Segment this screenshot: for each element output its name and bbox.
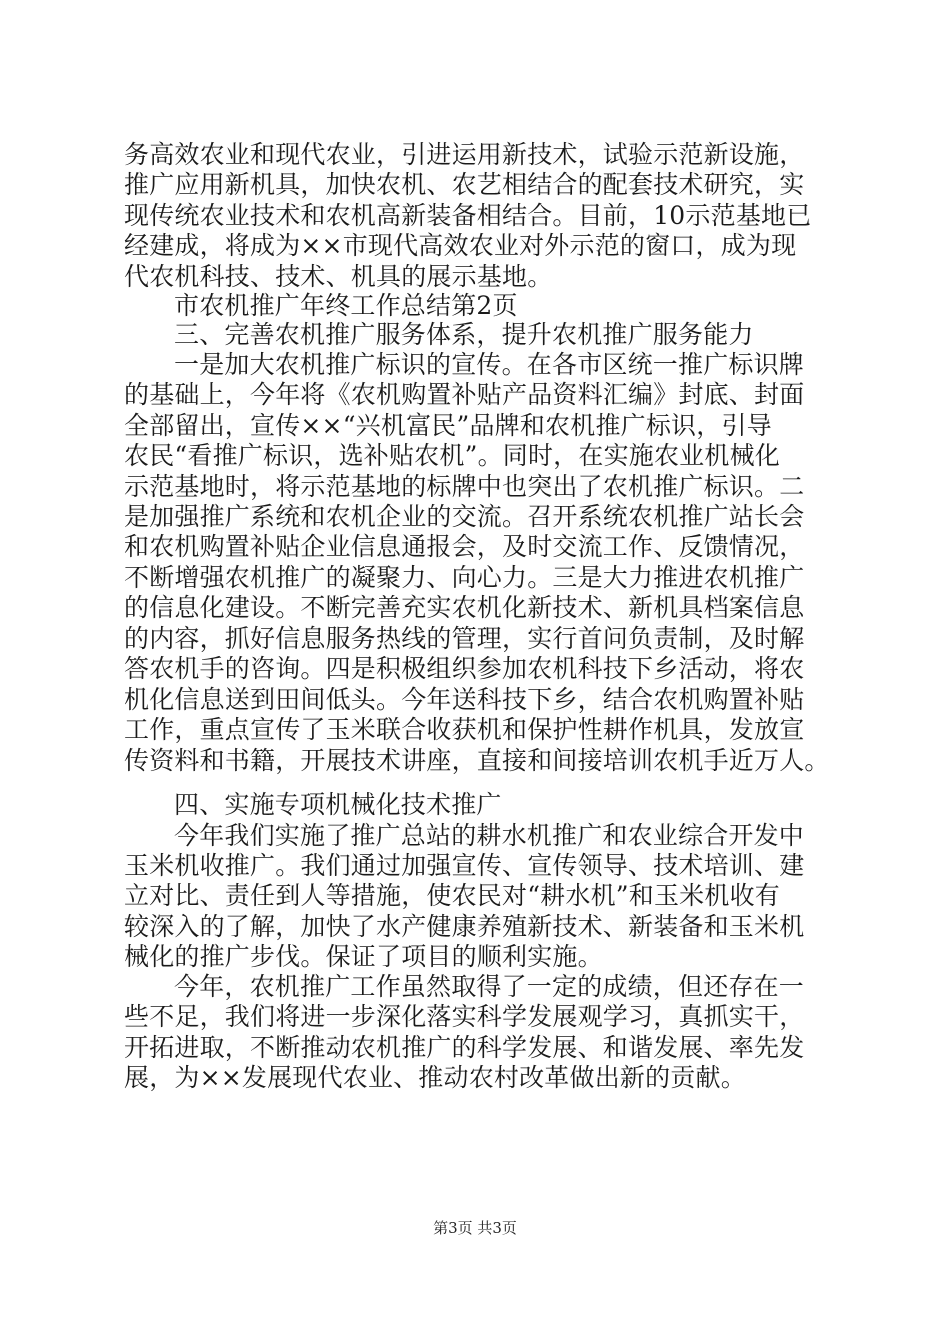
paragraph-line: 机化信息送到田间低头。今年送科技下乡，结合农机购置补贴 xyxy=(124,684,805,714)
paragraph-line: 答农机手的咨询。四是积极组织参加农机科技下乡活动，将农 xyxy=(124,654,805,684)
page-marker: 市农机推广年终工作总结第2页 xyxy=(174,290,518,320)
paragraph-line: 推广应用新机具，加快农机、农艺相结合的配套技术研究，实 xyxy=(124,170,805,200)
paragraph-line: 些不足，我们将进一步深化落实科学发展观学习，真抓实干， xyxy=(124,1002,805,1032)
paragraph-line: 是加强推广系统和农机企业的交流。召开系统农机推广站长会 xyxy=(124,502,805,532)
paragraph-line: 今年我们实施了推广总站的耕水机推广和农业综合开发中 xyxy=(174,820,805,850)
paragraph-line: 今年，农机推广工作虽然取得了一定的成绩，但还存在一 xyxy=(174,971,805,1001)
paragraph-line: 展，为××发展现代农业、推动农村改革做出新的贡献。 xyxy=(124,1063,746,1093)
paragraph-line: 传资料和书籍，开展技术讲座，直接和间接培训农机手近万人。 xyxy=(124,745,830,775)
paragraph-line: 工作，重点宣传了玉米联合收获机和保护性耕作机具，发放宣 xyxy=(124,715,805,745)
paragraph-line: 不断增强农机推广的凝聚力、向心力。三是大力推进农机推广 xyxy=(124,562,805,592)
section-heading: 四、实施专项机械化技术推广 xyxy=(174,790,502,820)
paragraph-line: 玉米机收推广。我们通过加强宣传、宣传领导、技术培训、建 xyxy=(124,850,805,880)
paragraph-line: 全部留出，宣传××“兴机富民”品牌和农机推广标识，引导 xyxy=(124,410,772,440)
paragraph-line: 经建成，将成为××市现代高效农业对外示范的窗口，成为现 xyxy=(124,231,797,261)
section-heading: 三、完善农机推广服务体系，提升农机推广服务能力 xyxy=(174,320,754,350)
paragraph-line: 一是加大农机推广标识的宣传。在各市区统一推广标识牌 xyxy=(174,349,805,379)
paragraph-line: 立对比、责任到人等措施，使农民对“耕水机”和玉米机收有 xyxy=(124,881,780,911)
page-footer: 第3页 共3页 xyxy=(433,1218,517,1237)
paragraph-line: 开拓进取，不断推动农机推广的科学发展、和谐发展、率先发 xyxy=(124,1032,805,1062)
paragraph-line: 械化的推广步伐。保证了项目的顺利实施。 xyxy=(124,942,603,972)
paragraph-line: 的内容，抓好信息服务热线的管理，实行首问负责制，及时解 xyxy=(124,623,805,653)
paragraph-line: 示范基地时，将示范基地的标牌中也突出了农机推广标识。二 xyxy=(124,471,805,501)
paragraph-line: 农民“看推广标识，选补贴农机”。同时，在实施农业机械化 xyxy=(124,441,780,471)
paragraph-line: 较深入的了解，加快了水产健康养殖新技术、新装备和玉米机 xyxy=(124,911,805,941)
paragraph-line: 现传统农业技术和农机高新装备相结合。目前，10示范基地已 xyxy=(124,200,812,230)
paragraph-line: 的信息化建设。不断完善充实农机化新技术、新机具档案信息 xyxy=(124,593,805,623)
paragraph-line: 代农机科技、技术、机具的展示基地。 xyxy=(124,261,553,291)
paragraph-line: 务高效农业和现代农业，引进运用新技术，试验示范新设施， xyxy=(124,139,805,169)
paragraph-line: 和农机购置补贴企业信息通报会，及时交流工作、反馈情况， xyxy=(124,532,805,562)
paragraph-line: 的基础上，今年将《农机购置补贴产品资料汇编》封底、封面 xyxy=(124,380,805,410)
